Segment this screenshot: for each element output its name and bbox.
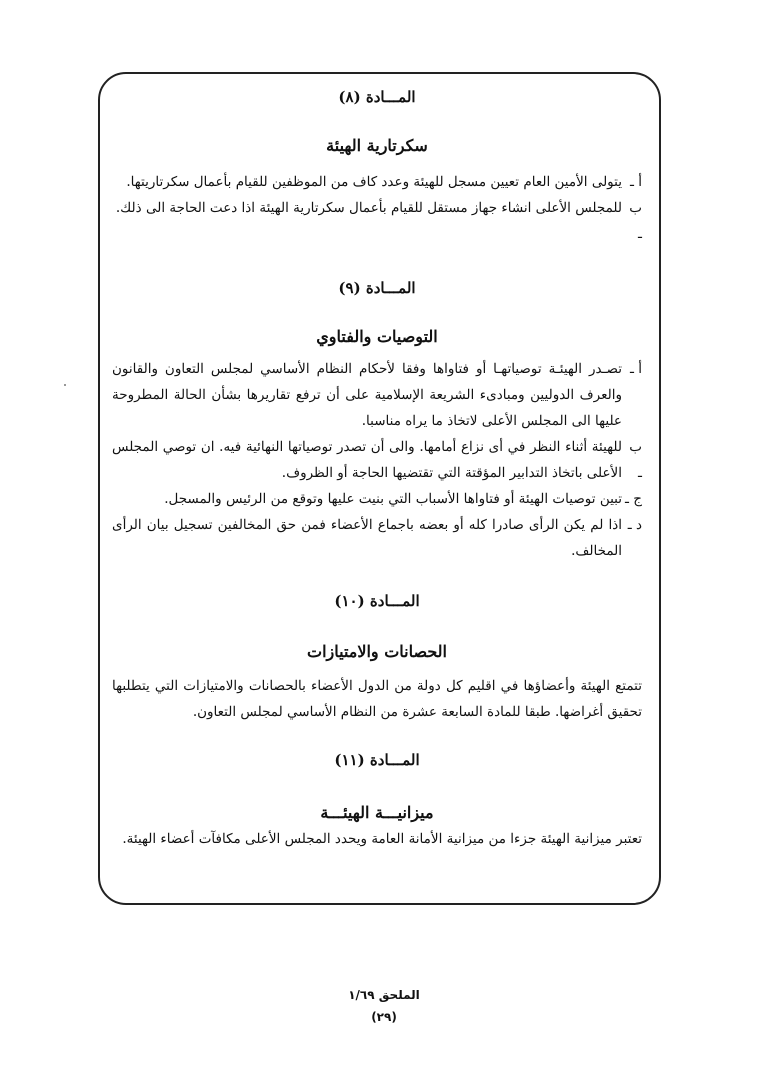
article-title: الحصانات والامتيازات bbox=[307, 642, 447, 661]
item-marker: د ـ bbox=[627, 517, 642, 533]
item-marker: أ ـ bbox=[630, 361, 642, 377]
article-number: المـــادة (٨) bbox=[338, 88, 416, 106]
article-8 bbox=[112, 88, 642, 247]
article-number: المـــادة (١١) bbox=[334, 751, 420, 769]
scan-speck bbox=[64, 384, 66, 386]
article-paragraph: تتمتع الهيئة وأعضاؤها في اقليم كل دولة من الدول الأعضاء بالحصانات والامتيازات التي يتطلبها تحقيق أغراضها. طبقا للمادة السابعة عشرة من النظام الأساسي لمجلس التعاون. bbox=[112, 678, 642, 720]
item-text: تبين توصيات الهيئة أو فتاواها الأسباب التي بنيت عليها وتوقع من الرئيس والمسجل. bbox=[164, 491, 622, 507]
article-number: المـــادة (٩) bbox=[338, 279, 416, 297]
article-title: ميزانيـــة الهيئـــة bbox=[320, 803, 434, 822]
item-marker: ب ـ bbox=[629, 200, 642, 242]
article-item bbox=[112, 169, 642, 195]
document-content bbox=[112, 78, 642, 852]
article-11 bbox=[112, 751, 642, 852]
item-marker: أ ـ bbox=[630, 174, 642, 190]
annex-label: الملحق ١/٦٩ bbox=[348, 988, 420, 1002]
article-title: التوصيات والفتاوي bbox=[316, 327, 438, 346]
article-item bbox=[112, 195, 642, 247]
item-text: اذا لم يكن الرأى صادرا كله أو بعضه باجماع الأعضاء فمن حق المخالفين تسجيل بيان الرأى المخالف. bbox=[112, 517, 622, 559]
article-paragraph: تعتبر ميزانية الهيئة جزءا من ميزانية الأمانة العامة ويحدد المجلس الأعلى مكافآت أعضاء الهيئة. bbox=[122, 831, 642, 847]
item-text: يتولى الأمين العام تعيين مسجل للهيئة وعدد كاف من الموظفين للقيام بأعمال سكرتاريتها. bbox=[126, 174, 622, 190]
article-9 bbox=[112, 279, 642, 564]
page-number: (٢٩) bbox=[371, 1010, 397, 1024]
item-marker: ب ـ bbox=[629, 439, 642, 481]
item-text: للهيئة أثناء النظر في أى نزاع أمامها. والى أن تصدر توصياتها النهائية فيه. ان توصي المجلس الأعلى باتخاذ التدابير المؤقتة التي تقتضيها الحاجة أو الظروف. bbox=[112, 439, 622, 481]
item-text: تصـدر الهيئـة توصياتهـا أو فتاواها وفقا لأحكام النظام الأساسي لمجلس التعاون والقانون والعرف الدوليين ومبادىء الشريعة الإسلامية على أن ترفع تقاريرها بشأن الحالة المطروحة عليها الى المجلس الأعلى لاتخاذ ما يراه مناسبا. bbox=[112, 361, 622, 429]
article-item bbox=[112, 486, 642, 512]
item-text: للمجلس الأعلى انشاء جهاز مستقل للقيام بأعمال سكرتارية الهيئة اذا دعت الحاجة الى ذلك. bbox=[115, 200, 622, 216]
article-title: سكرتارية الهيئة bbox=[326, 136, 428, 155]
article-item bbox=[112, 356, 642, 434]
article-item bbox=[112, 512, 642, 564]
article-item bbox=[112, 434, 642, 486]
article-number: المـــادة (١٠) bbox=[334, 592, 420, 610]
item-marker: ج ـ bbox=[625, 491, 642, 507]
article-10 bbox=[112, 592, 642, 725]
